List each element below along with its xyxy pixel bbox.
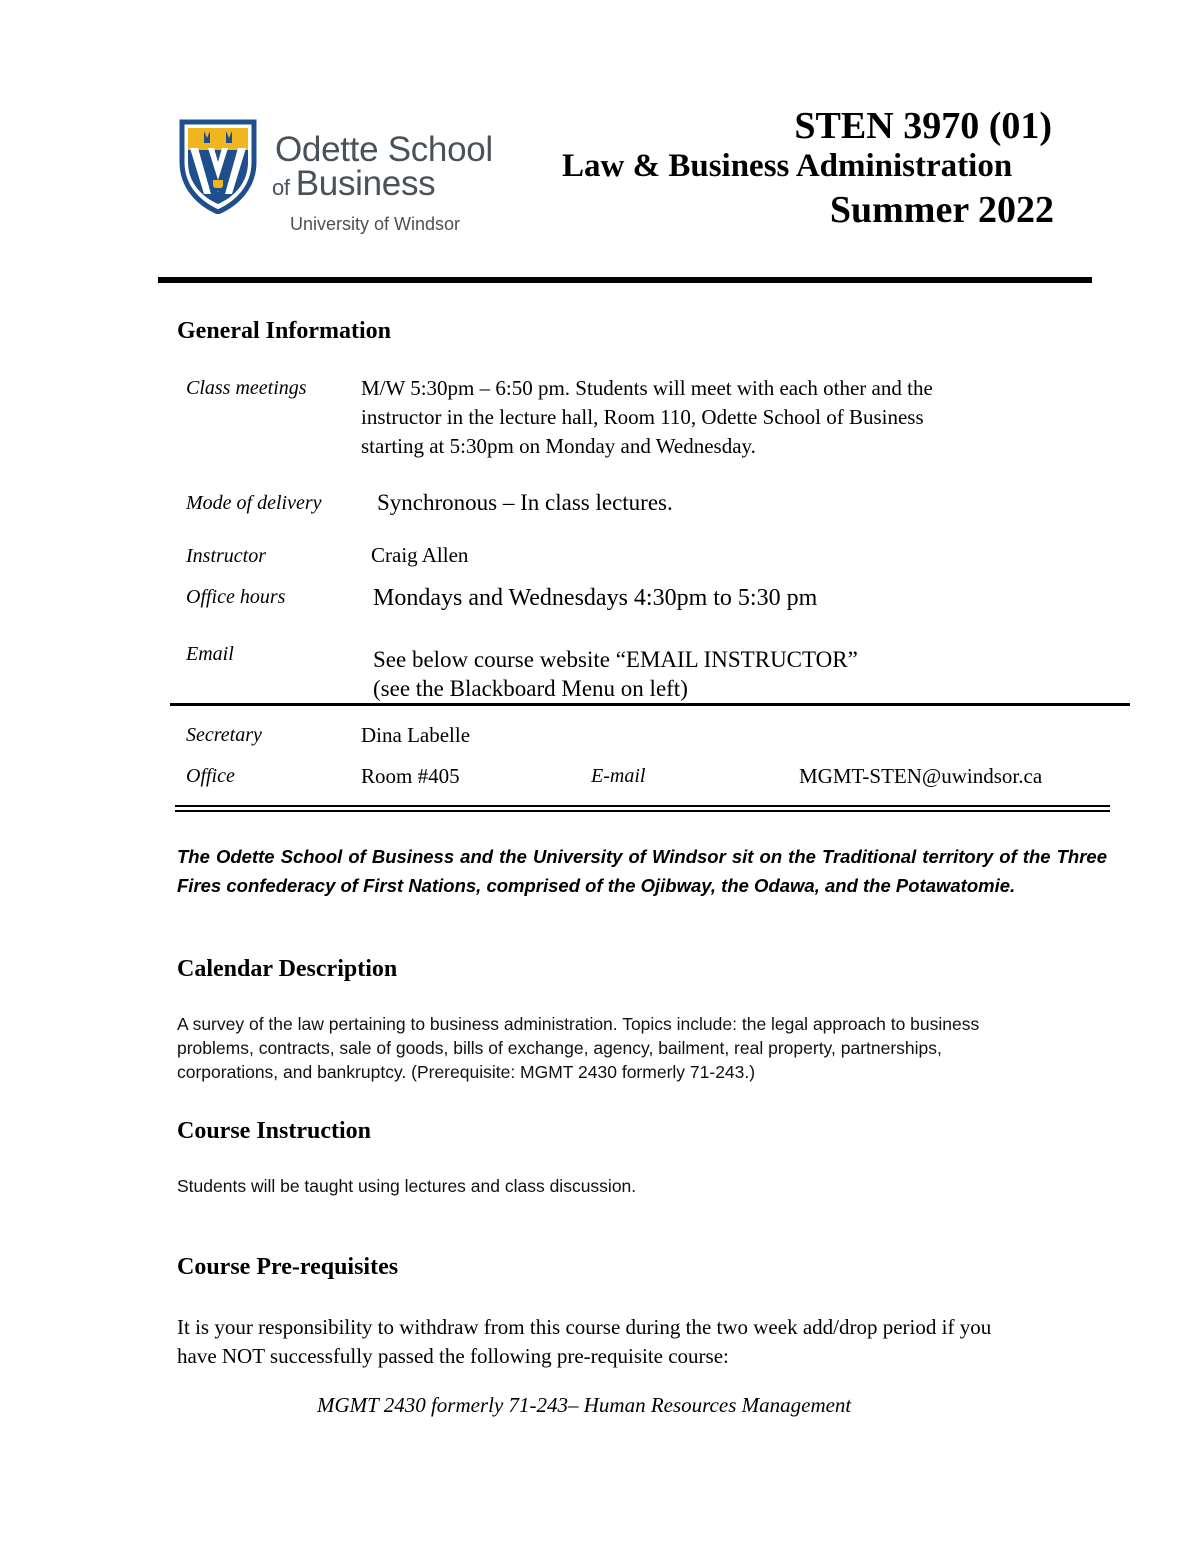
- calendar-description-line-3: corporations, and bankruptcy. (Prerequisite: MGMT 2430 formerly 71-243.): [177, 1062, 756, 1082]
- logo-of-text: of: [272, 175, 290, 200]
- class-meetings-line-3: starting at 5:30pm on Monday and Wednesday.: [361, 434, 756, 458]
- section-heading-course-prerequisites: Course Pre-requisites: [177, 1254, 399, 1280]
- label-instructor: Instructor: [186, 545, 266, 567]
- label-office-hours: Office hours: [186, 586, 286, 608]
- label-mode-of-delivery: Mode of delivery: [186, 492, 322, 514]
- secretary-email-value: MGMT-STEN@uwindsor.ca: [799, 764, 1043, 788]
- calendar-description-line-2: problems, contracts, sale of goods, bills of exchange, agency, bailment, real property, partnerships,: [177, 1038, 942, 1058]
- mode-of-delivery-value: Synchronous – In class lectures.: [377, 490, 673, 515]
- email-line-1: See below course website “EMAIL INSTRUCTOR”: [373, 647, 858, 672]
- class-meetings-line-1: M/W 5:30pm – 6:50 pm. Students will meet with each other and the: [361, 376, 933, 400]
- course-title: Law & Business Administration: [562, 148, 1013, 184]
- logo-university-name: University of Windsor: [290, 214, 461, 234]
- label-email: Email: [186, 643, 234, 665]
- land-acknowledgement: The Odette School of Business and the University of Windsor sit on the Traditional territory of the Three Fires confederacy of First Nations, comprised of the Ojibway, the Odawa, and the Potawatomie.: [177, 846, 1107, 896]
- logo-school-name: Odette School: [275, 130, 493, 169]
- secretary-value: Dina Labelle: [361, 723, 471, 747]
- course-term: Summer 2022: [829, 189, 1054, 231]
- section-heading-general-information: General Information: [177, 318, 391, 344]
- info-bottom-divider-1: [175, 805, 1110, 807]
- label-office: Office: [186, 765, 235, 787]
- email-line-2: (see the Blackboard Menu on left): [373, 676, 688, 701]
- school-logo: [178, 118, 508, 240]
- section-heading-calendar-description: Calendar Description: [177, 956, 398, 982]
- header-divider: [158, 277, 1092, 283]
- instructor-value: Craig Allen: [371, 543, 469, 567]
- course-code: STEN 3970 (01): [794, 105, 1052, 147]
- prerequisites-line-2: have NOT successfully passed the following pre-requisite course:: [177, 1344, 729, 1368]
- calendar-description-line-1: A survey of the law pertaining to business administration. Topics include: the legal approach to business: [177, 1014, 980, 1034]
- contact-divider: [170, 703, 1130, 706]
- prerequisites-line-1: It is your responsibility to withdraw from this course during the two week add/drop period if you: [177, 1315, 992, 1339]
- label-class-meetings: Class meetings: [186, 377, 307, 399]
- prerequisite-course: MGMT 2430 formerly 71-243– Human Resources Management: [317, 1393, 852, 1417]
- label-secretary-email: E-mail: [591, 765, 646, 787]
- logo-business-name: [272, 164, 435, 204]
- logo-business-text: Business: [295, 164, 436, 203]
- crest-icon: [178, 118, 258, 214]
- office-hours-value: Mondays and Wednesdays 4:30pm to 5:30 pm: [373, 585, 818, 611]
- course-instruction-text: Students will be taught using lectures and class discussion.: [177, 1176, 637, 1196]
- office-value: Room #405: [361, 764, 460, 788]
- info-bottom-divider-2: [175, 810, 1110, 812]
- class-meetings-line-2: instructor in the lecture hall, Room 110, Odette School of Business: [361, 405, 924, 429]
- label-secretary: Secretary: [186, 724, 262, 746]
- section-heading-course-instruction: Course Instruction: [177, 1118, 372, 1144]
